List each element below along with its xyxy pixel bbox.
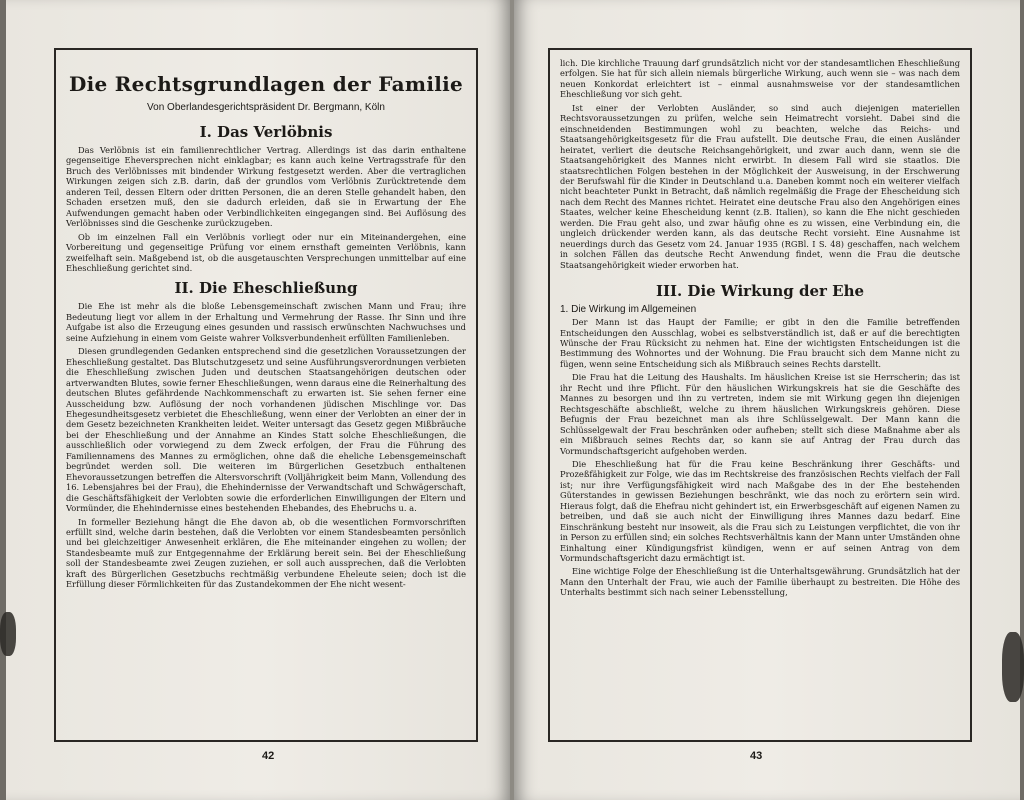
- right-page-frame: [548, 48, 972, 742]
- section-heading-wirkung: III. Die Wirkung der Ehe: [655, 282, 865, 301]
- edge-stain: [0, 612, 16, 656]
- subsection-heading: 1. Die Wirkung im Allgemeinen: [560, 304, 697, 316]
- left-page: [6, 0, 510, 800]
- article-author: Von Oberlandesgerichtspräsident Dr. Bergmann, Köln: [147, 102, 385, 113]
- page-number-right: 43: [750, 750, 763, 762]
- section-heading-eheschliessung: II. Die Eheschließung: [174, 279, 358, 298]
- paragraph: Die Ehe ist mehr als die bloße Lebensgemeinschaft zwischen Mann und Frau; ihre Bedeutung liegt vor allem in der Erhaltung und Vermehrung der Rasse. Ihr Sinn und ihre Aufgabe ist also die Erzeugung eines gesunden und rassisch erwünschten Nachwuchses und seine Aufziehung in einem vom Geiste wahrer Volksverbundenheit erfüllten Familienleben.: [66, 301, 466, 343]
- paragraph: Das Verlöbnis ist ein familienrechtlicher Vertrag. Allerdings ist das darin enthaltene gegenseitige Eheversprechen nicht einklagbar; es kann auch keine Vertragsstrafe für den Bruch des Verlöbnisses mit bindender Wirkung festgesetzt werden. Aber die vertraglichen Wirkungen zeigen sich z.B. darin, daß der grundlos vom Verlöbnis Zurücktretende dem anderen Teil, dessen Eltern oder dritten Personen, die an deren Stelle gehandelt haben, den Schaden ersetzen muß, den sie dadurch erleiden, daß sie in Erwartung der Ehe Aufwendungen gemacht haben oder Verbindlichkeiten eingegangen sind. Bei Auflösung des Verlöbnisses sind die Geschenke zurückzugeben.: [66, 145, 466, 229]
- paragraph: Eine wichtige Folge der Eheschließung ist die Unterhaltsgewährung. Grundsätzlich hat der Mann den Unterhalt der Frau, wie auch der Familie überhaupt zu bestreiten. Die Höhe des Unterhalts bestimmt sich nach seiner Lebensstellung,: [560, 566, 960, 598]
- paragraph: Die Eheschließung hat für die Frau keine Beschränkung ihrer Geschäfts- und Prozeßfähigkeit zur Folge, wie das im Rechtskreise des französischen Rechts vielfach der Fall ist; nur ihre Verfügungsfähigkeit wird nach Maßgabe des in der Ehe bestehenden Güterstandes in gewissen Beziehungen beschränkt, wie das noch zu erörtern sein wird. Hieraus folgt, daß die Ehefrau nicht gehindert ist, ein Erwerbsgeschäft auf eigenen Namen zu betreiben, und daß sie auch nicht der Einwilligung ihres Mannes dazu bedarf. Eine Einschränkung besteht nur insoweit, als die Frau sich zu Leistungen verpflichtet, die von ihr in Person zu erfüllen sind; ein solches Rechtsverhältnis kann der Mann unter Umständen ohne Einhaltung einer Kündigungsfrist kündigen, wenn er auf seinen Antrag von dem Vormundschaftsgericht dazu ermächtigt ist.: [560, 458, 960, 564]
- paragraph: lich. Die kirchliche Trauung darf grundsätzlich nicht vor der standesamtlichen Eheschließung erfolgen. Sie hat für sich allein niemals bürgerliche Wirkung, auch wenn sie – was nach dem neuen Konkordat erleichtert ist – einmal ausnahmsweise vor der standesamtlichen Eheschließung vor sich geht.: [560, 58, 960, 100]
- page-number-left: 42: [262, 750, 275, 762]
- left-page-frame: [54, 48, 478, 742]
- right-page: [514, 0, 1020, 800]
- paragraph: Ist einer der Verlobten Ausländer, so sind auch diejenigen materiellen Rechtsvoraussetzungen zu prüfen, welche sein Heimatrecht vorsieht. Dabei sind die einschneidenden Bestimmungen wohl zu beachten, welche das Reichs- und Staatsangehörigkeitsgesetz für die Frau aufstellt. Die deutsche Frau, die einen Ausländer heiratet, verliert die deutsche Reichsangehörigkeit, und zwar auch dann, wenn sie die Staatsangehörigkeit des Mannes nicht erwirbt. In diesem Fall wird sie staatlos. Die staatsrechtlichen Folgen bestehen in der Möglichkeit der Ausweisung, in der Erschwerung der Berufswahl für die Kinder in Deutschland u.a. Daneben kommt noch ein weiterer vielfach nicht beachteter Punkt in Betracht, daß nämlich regelmäßig die Frage der Ehescheidung sich nach dem Recht des Mannes richtet. Heiratet eine deutsche Frau also den Angehörigen eines Staates, welcher keine Ehescheidung kennt (z.B. Italien), so kann die Ehe nicht geschieden werden. Die Frau geht also, und zwar häufig ohne es zu wissen, eine Verbindung ein, die ungleich drückender werden kann, als das deutsche Recht vorsieht. Eine Ausnahme ist neuerdings durch das Gesetz vom 24. Januar 1935 (RGBl. I S. 48) geschaffen, nach welchem in solchen Fällen das deutsche Recht Anwendung findet, wenn die Frau die deutsche Staatsangehörigkeit wieder erworben hat.: [560, 102, 960, 270]
- paragraph: Ob im einzelnen Fall ein Verlöbnis vorliegt oder nur ein Miteinandergehen, eine Vorbereitung und gegenseitige Prüfung vor einem ernsthaft gemeinten Verlöbnis, kann zweifelhaft sein. Maßgebend ist, ob die ausgetauschten Versprechungen unmittelbar auf eine Eheschließung gerichtet sind.: [66, 231, 466, 273]
- paragraph: Der Mann ist das Haupt der Familie; er gibt in den die Familie betreffenden Entscheidungen den Ausschlag, wobei es selbstverständlich ist, daß er auf die berechtigten Wünsche der Frau Rücksicht zu nehmen hat. Eine der wichtigsten Entscheidungen ist die Bestimmung des Wohnortes und der Wohnung. Die Frau braucht sich dem Manne nicht zu fügen, wenn seine Entscheidung sich als Mißbrauch seines Rechts darstellt.: [560, 317, 960, 369]
- paragraph: Diesen grundlegenden Gedanken entsprechend sind die gesetzlichen Voraussetzungen der Eheschließung gestaltet. Das Blutschutzgesetz und seine Ausführungsverordnungen verbieten die Eheschließung zwischen Juden und deutschen Staatsangehörigen deutschen oder artverwandten Blutes, sowie ferner Eheschließungen, wenn daraus eine die Reinerhaltung des deutschen Blutes gefährdende Nachkommenschaft zu erwarten ist. Sie sehen ferner eine Ausscheidung bzw. Auflösung der noch vorhandenen jüdischen Mischlinge vor. Das Ehegesundheitsgesetz verbietet die Eheschließung, wenn einer der Verlobten an einer der in dem Gesetz bezeichneten Krankheiten leidet. Weiter untersagt das Gesetz gegen Mißbräuche bei der Eheschließung und der Annahme an Kindes Statt solche Eheschließungen, die ausschließlich oder vorwiegend zu dem Zweck erfolgen, der Frau die Führung des Familiennamens des Mannes zu ermöglichen, ohne daß die eheliche Lebensgemeinschaft begründet werden soll. Die weiteren im Bürgerlichen Gesetzbuch enthaltenen Ehevoraussetzungen betreffen die Altersvorschrift (Volljährigkeit beim Mann, Vollendung des 16. Lebensjahres bei der Frau), die Ehehindernisse der Verwandtschaft und Schwägerschaft, die Geschäftsfähigkeit der Verlobten sowie die erforderlichen Einwilligungen der Eltern und Vormünder, die Ehehindernisse eines bestehenden Ehebandes, des Ehebruchs u. a.: [66, 346, 466, 514]
- edge-stain: [1002, 632, 1024, 702]
- article-title: Die Rechtsgrundlagen der Familie: [68, 72, 464, 96]
- paragraph: Die Frau hat die Leitung des Haushalts. Im häuslichen Kreise ist sie Herrscherin; das ist ihr Recht und ihre Pflicht. Für den häuslichen Wirkungskreis hat sie die Geschäfte des Mannes zu besorgen und ihn zu vertreten, indem sie mit Wirkung gegen ihn diejenigen Rechtsgeschäfte abschließt, welche zu ihrem häuslichen Wirkungskreis gehören. Diese Befugnis der Frau bezeichnet man als ihre Schlüsselgewalt. Der Mann kann die Schlüsselgewalt der Frau beschränken oder aufheben; stellt sich diese Maßnahme aber als ein Mißbrauch seines Rechts dar, so kann sie auf Antrag der Frau durch das Vormundschaftsgericht aufgehoben werden.: [560, 372, 960, 456]
- paragraph: In formeller Beziehung hängt die Ehe davon ab, ob die wesentlichen Formvorschriften erfüllt sind, welche darin bestehen, daß die Verlobten vor einem Standesbeamten persönlich und bei gleichzeitiger Anwesenheit erklären, die Ehe miteinander eingehen zu wollen; der Standesbeamte muß zur Entgegennahme der Erklärung bereit sein. Bei der Eheschließung soll der Standesbeamte zwei Zeugen zuziehen, er soll auch aussprechen, daß die Verlobten kraft des Bürgerlichen Gesetzbuchs rechtmäßig verbundene Eheleute seien; doch ist die Erfüllung dieser Förmlichkeiten für das Zustandekommen der Ehe nicht wesent-: [66, 516, 466, 590]
- section-heading-verloebnis: I. Das Verlöbnis: [199, 123, 333, 141]
